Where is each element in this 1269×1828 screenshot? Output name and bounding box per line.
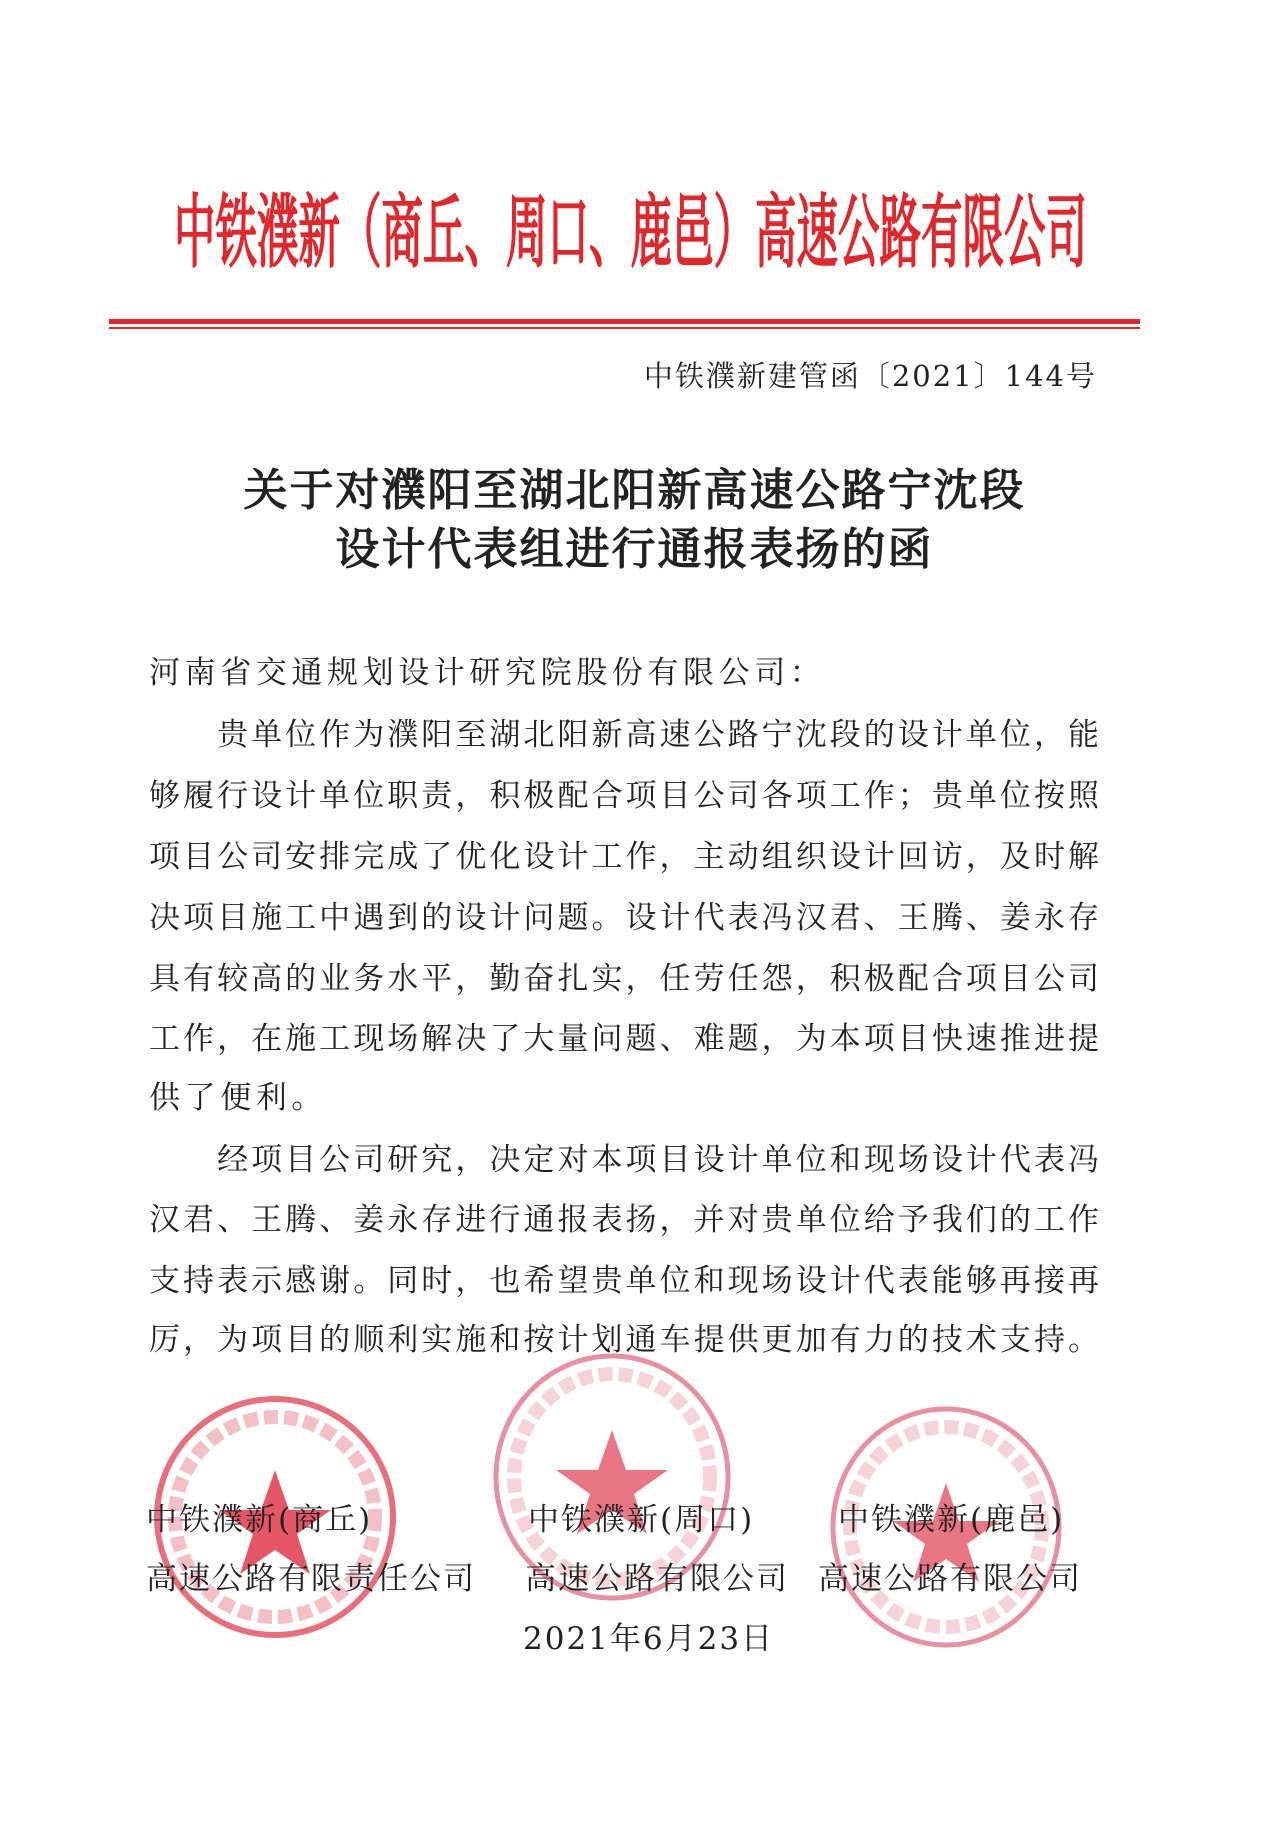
letterhead-org-name-text: 中铁濮新（商丘、周口、鹿邑）高速公路有限公司 bbox=[174, 186, 1087, 278]
body-line: 供了便利。 bbox=[149, 1080, 327, 1116]
signature-shangqiu-line-2: 高速公路有限责任公司 bbox=[146, 1561, 476, 1597]
signature-luyi-line-1: 中铁濮新(鹿邑) bbox=[838, 1502, 1065, 1538]
body-line: 工作，在施工现场解决了大量问题、难题，为本项目快速推进提 bbox=[149, 1021, 1099, 1057]
letterhead-divider-thin bbox=[109, 327, 1140, 329]
document-number: 中铁濮新建管函〔2021〕144号 bbox=[643, 359, 1097, 393]
signature-zhoukou-line-2: 高速公路有限公司 bbox=[525, 1561, 789, 1597]
body-line: 项目公司安排完成了优化设计工作，主动组织设计回访，及时解 bbox=[149, 839, 1099, 875]
body-line: 汉君、王腾、姜永存进行通报表扬，并对贵单位给予我们的工作 bbox=[149, 1202, 1099, 1238]
document-title-line-1: 关于对濮阳至湖北阳新高速公路宁沈段 bbox=[243, 465, 1026, 516]
signature-luyi-line-2: 高速公路有限公司 bbox=[818, 1561, 1082, 1597]
body-line: 够履行设计单位职责，积极配合项目公司各项工作；贵单位按照 bbox=[149, 778, 1099, 814]
letterhead-divider bbox=[109, 319, 1140, 324]
document-title-line-2: 设计代表组进行通报表扬的函 bbox=[335, 524, 934, 575]
body-line: 支持表示感谢。同时，也希望贵单位和现场设计代表能够再接再 bbox=[149, 1263, 1099, 1299]
body-line: 具有较高的业务水平，勤奋扎实，任劳任怨，积极配合项目公司 bbox=[149, 961, 1099, 997]
signing-date: 2021年6月23日 bbox=[523, 1621, 775, 1657]
letterhead-org-name bbox=[174, 178, 1087, 278]
body-line: 经项目公司研究，决定对本项目设计单位和现场设计代表冯 bbox=[149, 1142, 1099, 1178]
signature-shangqiu-line-1: 中铁濮新(商丘) bbox=[146, 1502, 373, 1538]
body-line: 贵单位作为濮阳至湖北阳新高速公路宁沈段的设计单位，能 bbox=[149, 717, 1099, 753]
body-line: 决项目施工中遇到的设计问题。设计代表冯汉君、王腾、姜永存 bbox=[149, 900, 1099, 936]
body-line: 厉，为项目的顺利实施和按计划通车提供更加有力的技术支持。 bbox=[149, 1322, 1099, 1358]
signature-zhoukou-line-1: 中铁濮新(周口) bbox=[528, 1502, 755, 1538]
recipient: 河南省交通规划设计研究院股份有限公司： bbox=[149, 655, 826, 691]
